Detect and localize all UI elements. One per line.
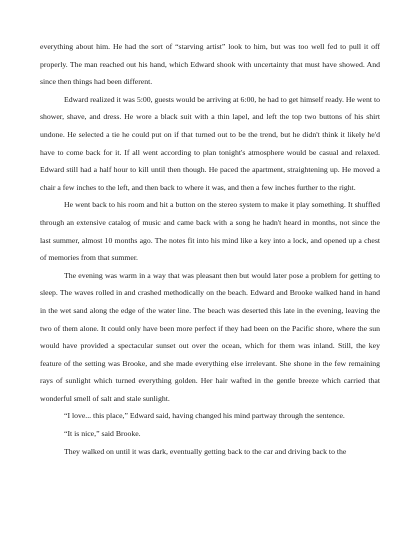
paragraph: He went back to his room and hit a button on the stereo system to make it play something. It shuffled through an extensive catalog of music and came back with a song he hadn't heard in months, not since the last summer, almost 10 months ago. The notes fit into his mind like a key into a lock, and opened up a chest of memories from that summer. (40, 200, 380, 263)
paragraph: Edward realized it was 5:00, guests would be arriving at 6:00, he had to get himself ready. He went to shower, shave, and dress. He wore a black suit with a thin lapel, and left the top two buttons of his shirt undone. He selected a tie he could put on if that turned out to be the trend, but he didn't think it likely he'd have to come back for it. If all went according to plan tonight's atmosphere would be casual and relaxed. Edward still had a half hour to kill until then though. He paced the apartment, straightening up. He moved a chair a few inches to the left, and then back to where it was, and then a few inches further to the right. (40, 94, 380, 192)
paragraph: everything about him. He had the sort of “starving artist” look to him, but was too well fed to pull it off properly. The man reached out his hand, which Edward shook with uncertainty that must have showed. And since then things had been different. (40, 42, 380, 87)
dialogue-line: “I love... this place,” Edward said, having changed his mind partway through the sentence. (64, 411, 345, 421)
paragraph: The evening was warm in a way that was pleasant then but would later pose a problem for getting to sleep. The waves rolled in and crashed methodically on the beach. Edward and Brooke walked hand in hand in the wet sand along the edge of the water line. The beach was deserted this late in the evening, leaving the two of them alone. It could only have been more perfect if they had been on the Pacific shore, where the sun would have provided a spectacular sunset out over the ocean, which for them was inland. Still, the key feature of the setting was Brooke, and she made everything else irrelevant. She shone in the few remaining rays of sunlight which turned everything golden. Her hair wafted in the gentle breeze which carried that wonderful smell of salt and stale sunlight. (40, 270, 380, 403)
paragraph: They walked on until it was dark, eventually getting back to the car and driving back to the (64, 446, 347, 456)
body-text (40, 38, 380, 460)
dialogue-line: “It is nice,” said Brooke. (64, 429, 141, 439)
